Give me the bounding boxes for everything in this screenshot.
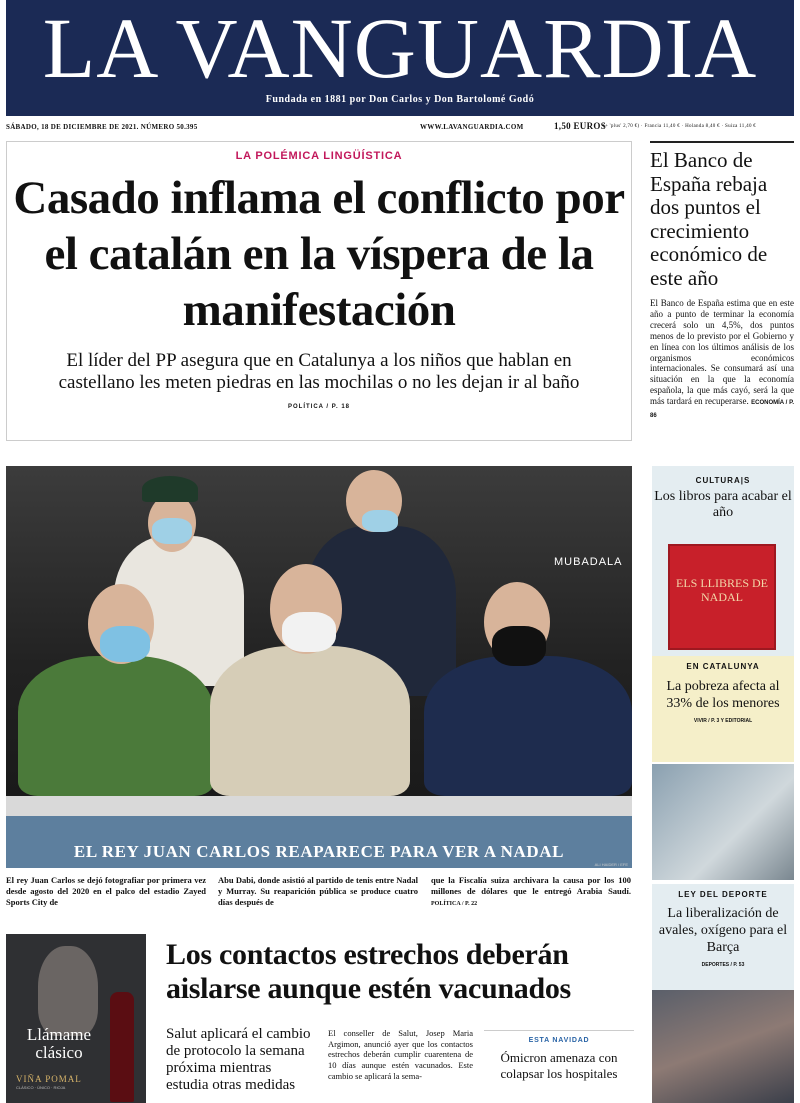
other-prices: (+ 'plus' 2,70 €) · Francia 11,40 € · Holanda 8,40 € · Suiza 11,40 € bbox=[603, 124, 757, 129]
photo-credit: ALI HAIDER / EFE bbox=[594, 862, 628, 867]
man-right-figure bbox=[424, 656, 632, 796]
founded-line: Fundada en 1881 por Don Carlos y Don Bartolomé Godó bbox=[265, 94, 535, 105]
wine-ad[interactable] bbox=[6, 934, 146, 1103]
cultura-title[interactable]: Los libros para acabar el año bbox=[654, 489, 792, 520]
wine-bottle-icon bbox=[110, 992, 134, 1102]
omicron-title[interactable]: Ómicron amenaza con colapsar los hospitales bbox=[500, 1050, 618, 1081]
second-story[interactable] bbox=[166, 938, 632, 1093]
side-body-text: El Banco de España estima que en este año a punto de terminar la economía crecerá solo un 4,5%, dos puntos menos de lo previsto por el Gobierno y en línea con los últimos análisis de los organismos económicos internacionales. Se consumará así una situación en la que la economía española, la que más cayó, será la que más tardará en recuperarse. bbox=[650, 298, 794, 407]
stadium-stands bbox=[6, 466, 632, 796]
cap-shape bbox=[142, 476, 198, 502]
king-mask bbox=[282, 612, 336, 652]
catalunya-tag: EN CATALUNYA bbox=[686, 662, 760, 671]
omicron-tag: ESTA NAVIDAD bbox=[528, 1037, 590, 1044]
catalunya-title[interactable]: La pobreza afecta al 33% de los menores bbox=[666, 679, 780, 711]
issue-date: SÁBADO, 18 DE DICIEMBRE DE 2021. NÚMERO 50.395 bbox=[6, 123, 198, 131]
side-page-ref: ECONOMÍA / P. 86 bbox=[650, 400, 794, 420]
ad-brand-sub: CLÁSICO · ÚNICO · RIOJA bbox=[16, 1085, 66, 1090]
cultura-tag: CULTURA|S bbox=[695, 476, 751, 485]
king-figure bbox=[210, 646, 410, 796]
dateline bbox=[6, 122, 794, 134]
man-right-mask bbox=[492, 626, 546, 666]
woman-mask bbox=[152, 518, 192, 544]
sponsor-logo: MUBADALA bbox=[554, 556, 623, 568]
lead-page-ref: POLÍTICA / P. 18 bbox=[287, 404, 350, 410]
omicron-box[interactable] bbox=[484, 1030, 634, 1082]
man-back-mask bbox=[362, 510, 398, 532]
deporte-tag: LEY DEL DEPORTE bbox=[678, 890, 768, 899]
side-headline[interactable]: El Banco de España rebaja dos puntos el crecimiento económico de este año bbox=[650, 148, 768, 290]
cultura-box[interactable] bbox=[652, 466, 794, 656]
ad-portrait bbox=[38, 946, 98, 1036]
photo-text-col3 bbox=[431, 875, 631, 910]
lead-story[interactable] bbox=[6, 141, 632, 441]
railing bbox=[6, 796, 632, 816]
second-body: El conseller de Salut, Josep Maria Argimon, anunció ayer que los contactos estrechos deberán cumplir cuarentena de 10 días aunque estén vacunados. Este cambio se aplicará la sema- bbox=[328, 1028, 473, 1081]
catalunya-photo bbox=[652, 764, 794, 880]
second-headline[interactable]: Los contactos estrechos deberán aislarse aunque estén vacunados bbox=[166, 938, 571, 1005]
side-story[interactable] bbox=[650, 141, 794, 451]
ad-slogan: Llámame clásico bbox=[26, 1025, 92, 1062]
photo-text-col3-body: que la Fiscalía suiza archivara la causa por los 100 millones de dólares que le entregó Arabia Saudí. bbox=[431, 875, 631, 896]
newspaper-logo[interactable]: LA VANGUARDIA bbox=[42, 0, 758, 96]
photo-text-col2: Abu Dabi, donde asistió al partido de tenis entre Nadal y Murray. Su reaparición pública se produce cuatro días después de bbox=[218, 875, 418, 907]
second-deck: Salut aplicará el cambio de protocolo la semana próxima mientras estudia otras medidas bbox=[166, 1026, 311, 1093]
lead-headline[interactable]: Casado inflama el conflicto por el catalán en la víspera de la manifestación bbox=[13, 172, 625, 336]
website-url[interactable]: WWW.LAVANGUARDIA.COM bbox=[420, 123, 524, 131]
photo-caption[interactable]: EL REY JUAN CARLOS REAPARECE PARA VER A NADAL bbox=[73, 842, 565, 861]
man-left-figure bbox=[18, 656, 214, 796]
deporte-box[interactable] bbox=[652, 884, 794, 990]
lead-subhead: El líder del PP asegura que en Catalunya a los niños que hablan en castellano les meten piedras en las mochilas o no les dejan ir al baño bbox=[58, 350, 580, 393]
main-photo[interactable] bbox=[6, 466, 632, 868]
photo-text-col1: El rey Juan Carlos se dejó fotografiar por primera vez desde agosto del 2020 en el palco del estadio Zayed Sports City de bbox=[6, 875, 206, 907]
ad-brand: VIÑA POMAL bbox=[16, 1074, 82, 1084]
masthead bbox=[6, 0, 794, 116]
deporte-title[interactable]: La liberalización de avales, oxígeno para el Barça bbox=[658, 906, 788, 955]
deporte-photo bbox=[652, 990, 794, 1103]
lead-kicker: LA POLÉMICA LINGÜÍSTICA bbox=[235, 150, 403, 162]
price: 1,50 EUROS bbox=[554, 121, 607, 131]
photo-page-ref: POLÍTICA / P. 22 bbox=[431, 901, 478, 907]
book-cover: ELS LLIBRES DE NADAL bbox=[668, 544, 776, 650]
deporte-page-ref: DEPORTES / P. 53 bbox=[701, 962, 745, 968]
catalunya-box[interactable] bbox=[652, 656, 794, 762]
catalunya-page-ref: VIVIR / P. 3 Y EDITORIAL bbox=[693, 718, 753, 724]
side-body bbox=[650, 298, 794, 422]
man-left-mask bbox=[100, 626, 150, 662]
photo-text bbox=[6, 875, 632, 915]
